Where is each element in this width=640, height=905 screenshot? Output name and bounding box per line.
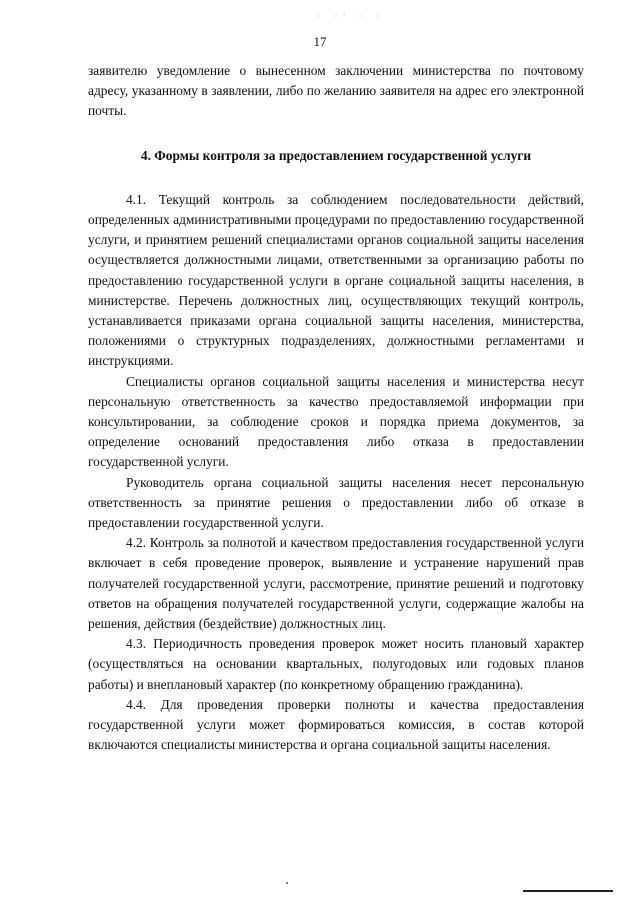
scan-noise: · ·' · · [318,12,385,21]
page-number: 17 [313,34,327,49]
paragraph-4-4: 4.4. Для проведения проверки полноты и качества предоставления государственной услуги может формироваться комиссия, в состав которой включаются специалисты министерства и органа социальной защиты населения. [88,696,584,753]
scan-edge-mark [523,890,613,892]
paragraph-head-responsibility: Руководитель органа социальной защиты населения несет персональную ответственность за принятие решения о предоставлении либо об отказе в предоставлении государственной услуги. [88,474,584,531]
scan-speck [286,882,288,884]
paragraph-specialists-responsibility: Специалисты органов социальной защиты населения и министерства несут персональную ответственность за качество предоставляемой информации при консультировании, за соблюдение сроков и порядка приема документов, за определение оснований предоставления либо отказа в предоставлении государственной услуги. [88,373,584,470]
paragraph-4-3: 4.3. Периодичность проведения проверок может носить плановый характер (осуществляться на основании квартальных, полугодовых или годовых планов работы) и внеплановый характер (по конкретному обращению гражданина). [88,636,584,692]
paragraph-4-2: 4.2. Контроль за полнотой и качеством предоставления государственной услуги включает в себя проведение проверок, выявление и устранение нарушений прав получателей государственной услуги, рассмотрение, принятие решений и подготовку ответов на обращения получателей государственной услуги, содержащие жалобы на решения, действия (бездействие) должностных лиц. [88,535,584,632]
paragraph-4-1: 4.1. Текущий контроль за соблюдением последовательности действий, определенных административными процедурами по предоставлению государственной услуги, и принятием решений специалистами органов социальной защиты населения осуществляется должностными лицами, ответственными за организацию работы по предоставлению государственной услуги в органе социальной защиты населения, в министерстве. Перечень должностных лиц, осуществляющих текущий контроль, устанавливается приказами органа социальной защиты населения, министерства, положениями о структурных подразделениях, должностными регламентами и инструкциями. [88,191,584,369]
section-heading: 4. Формы контроля за предоставлением государственной услуги [140,147,532,163]
document-body [88,61,584,756]
continuation-paragraph: заявителю уведомление о вынесенном заключении министерства по почтовому адресу, указанному в заявлении, либо по желанию заявителя на адрес его электронной почты. [88,63,584,119]
